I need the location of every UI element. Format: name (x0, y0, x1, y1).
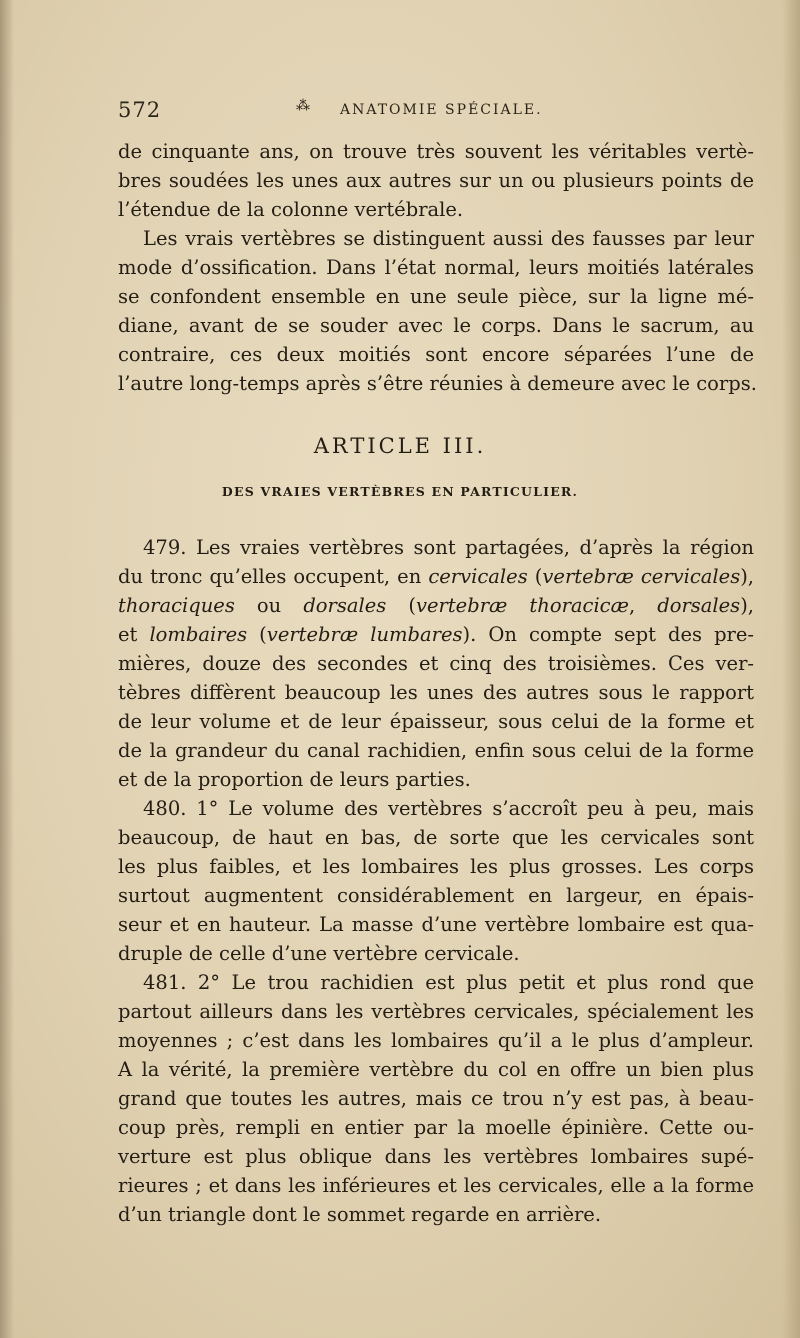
text-line: Les vrais vertèbres se distinguent aussi des fausses par leur (143, 227, 754, 250)
text-line: seur et en hauteur. La masse d’une vertèbre lombaire est qua- (118, 913, 754, 936)
text-line: de la grandeur du canal rachidien, enfin sous celui de la forme (118, 739, 754, 762)
italic-term: vertebræ lumbares (266, 623, 463, 646)
running-head (118, 98, 758, 126)
text-line: et de la proportion de leurs parties. (118, 768, 471, 791)
paragraph-ossification (118, 224, 757, 398)
text-line: verture est plus oblique dans les vertèbres lombaires supé- (118, 1145, 754, 1168)
text-line: moyennes ; c’est dans les lombaires qu’il a le plus d’ampleur. (118, 1029, 754, 1052)
main-text (118, 533, 754, 1229)
text-line: mières, douze des secondes et cinq des troisièmes. Ces ver- (118, 652, 754, 675)
text-line: grand que toutes les autres, mais ce trou n’y est pas, à beau- (118, 1087, 754, 1110)
page-number: 572 (118, 98, 162, 122)
italic-term: vertebræ cervicales (542, 565, 741, 588)
text-line: beaucoup, de haut en bas, de sorte que les cervicales sont (118, 826, 754, 849)
text-line: 480. 1° Le volume des vertèbres s’accroît peu à peu, mais (143, 797, 754, 820)
text-run: ), (740, 594, 754, 617)
text-line: 479. Les vraies vertèbres sont partagées, d’après la région (143, 536, 754, 559)
text-line: l’étendue de la colonne vertébrale. (118, 198, 464, 221)
text-run: , (628, 594, 658, 617)
text-line: les plus faibles, et les lombaires les plus grosses. Les corps (118, 855, 754, 878)
text-run: ( (386, 594, 416, 617)
text-run: ). On compte sept des pre- (462, 623, 754, 646)
text-line: tèbres diffèrent beaucoup les unes des autres sous le rapport (118, 681, 754, 704)
text-line: se confondent ensemble en une seule pièce, sur la ligne mé- (118, 285, 754, 308)
text-line: diane, avant de se souder avec le corps. Dans le sacrum, au (118, 314, 754, 337)
running-title: ANATOMIE SPÉCIALE. (340, 102, 543, 118)
italic-term: dorsales (303, 594, 387, 617)
italic-term: thoraciques (118, 594, 235, 617)
paragraph-continued (118, 137, 754, 224)
section-heading: DES VRAIES VERTÈBRES EN PARTICULIER. (221, 484, 579, 499)
page-shadow-right (782, 0, 800, 1338)
text-line (118, 562, 754, 591)
italic-term: vertebræ thoracicæ (415, 594, 629, 617)
text-line: de leur volume et de leur épaisseur, sous celui de la forme et (118, 710, 754, 733)
text-run: et (118, 623, 150, 646)
ornament-mark: ⁂ (296, 98, 310, 114)
text-run: ou (234, 594, 304, 617)
text-line (118, 591, 754, 620)
text-run: ( (247, 623, 267, 646)
text-line: coup près, rempli en entier par la moelle épinière. Cette ou- (118, 1116, 754, 1139)
text-line: l’autre long-temps après s’être réunies à demeure avec le corps. (118, 372, 757, 395)
text-line: 481. 2° Le trou rachidien est plus petit et plus rond que (143, 971, 754, 994)
page-shadow-left (0, 0, 14, 1338)
italic-term: lombaires (149, 623, 248, 646)
text-run: du tronc qu’elles occupent, en (118, 565, 429, 588)
text-line: bres soudées les unes aux autres sur un ou plusieurs points de (118, 169, 754, 192)
text-line: druple de celle d’une vertèbre cervicale. (118, 942, 520, 965)
article-heading: ARTICLE III. (313, 434, 487, 458)
text-line: A la vérité, la première vertèbre du col en offre un bien plus (118, 1058, 754, 1081)
text-run: ( (527, 565, 543, 588)
text-run: ), (740, 565, 755, 588)
text-line: d’un triangle dont le sommet regarde en arrière. (118, 1203, 602, 1226)
italic-term: cervicales (428, 565, 528, 588)
text-line: de cinquante ans, on trouve très souvent les véritables vertè- (118, 140, 754, 163)
text-line (118, 620, 754, 649)
text-line: partout ailleurs dans les vertèbres cervicales, spécialement les (118, 1000, 754, 1023)
italic-term: dorsales (657, 594, 741, 617)
text-line: surtout augmentent considérablement en largeur, en épais- (118, 884, 754, 907)
text-line: contraire, ces deux moitiés sont encore séparées l’une de (118, 343, 754, 366)
text-line: rieures ; et dans les inférieures et les cervicales, elle a la forme (118, 1174, 754, 1197)
text-line: mode d’ossification. Dans l’état normal, leurs moitiés latérales (118, 256, 754, 279)
